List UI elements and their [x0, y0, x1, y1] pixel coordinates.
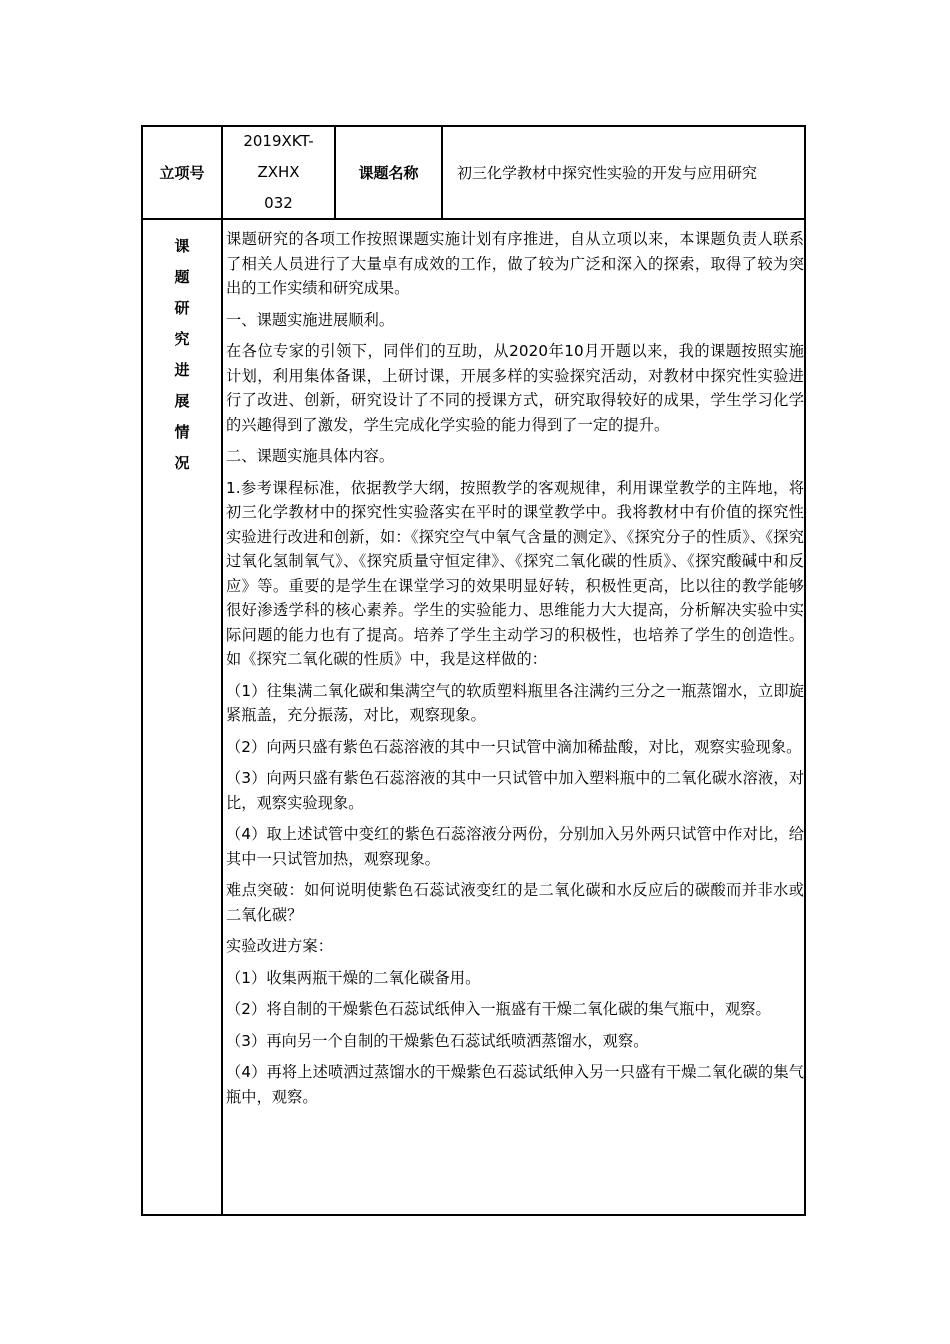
improvement-step: （3）再向另一个自制的干燥紫色石蕊试纸喷洒蒸馏水，观察。 [226, 1031, 649, 1050]
progress-row [143, 220, 804, 1214]
project-no-label: 立项号 [159, 164, 205, 182]
progress-label-char: 研 [174, 299, 190, 317]
progress-label-cell [143, 220, 223, 1214]
progress-label-char: 究 [174, 330, 190, 348]
section-2-paragraph: 1.参考课程标准，依据教学大纲，按照教学的客观规律，利用课堂教学的主阵地，将初三化学教材中的探究性实验落实在平时的课堂教学中。我将教材中有价值的探究性实验进行改进和创新，如：《探究空气中氧气含量的测定》、《探究分子的性质》、《探究过氧化氢制氧气》、《探究质量守恒定律》、《探究二氧化碳的性质》、《探究酸碱中和反应》等。重要的是学生在课堂学习的效果明显好转，积极性更高，比以往的教学能够很好渗透学科的核心素养。学生的实验能力、思维能力大大提高，分析解决实验中实际问题的能力也有了提高。培养了学生主动学习的积极性，也培养了学生的创造性。如《探究二氧化碳的性质》中，我是这样做的： [226, 478, 804, 668]
section-heading-1: 一、课题实施进展顺利。 [226, 310, 395, 329]
project-no-value-cell [223, 127, 336, 218]
project-no-value [243, 126, 313, 219]
topic-name-label-cell [336, 127, 443, 218]
experiment-step: （1）往集满二氧化碳和集满空气的软质塑料瓶里各注满约三分之一瓶蒸馏水，立即旋紧瓶盖，充分振荡，对比，观察现象。 [226, 681, 804, 724]
progress-label-char: 况 [174, 454, 190, 472]
improvement-step: （4）再将上述喷洒过蒸馏水的干燥紫色石蕊试纸伸入另一只盛有干燥二氧化碳的集气瓶中，观察。 [226, 1063, 804, 1106]
header-row [143, 127, 804, 220]
progress-label-char: 展 [174, 392, 190, 410]
project-no-label-cell [143, 127, 223, 218]
difficulty-paragraph: 难点突破：如何说明使紫色石蕊试液变红的是二氧化碳和水反应后的碳酸而并非水或二氧化碳？ [226, 881, 804, 924]
project-no-line: ZXHX [257, 163, 300, 181]
project-no-line: 2019XKT- [243, 132, 314, 150]
experiment-step: （3）向两只盛有紫色石蕊溶液的其中一只试管中加入塑料瓶中的二氧化碳水溶液，对比，观察实验现象。 [226, 769, 804, 812]
progress-content [223, 220, 804, 1214]
improvement-step: （2）将自制的干燥紫色石蕊试纸伸入一瓶盛有干燥二氧化碳的集气瓶中，观察。 [226, 1000, 771, 1018]
progress-label-char: 进 [174, 361, 190, 379]
project-no-line: 032 [264, 194, 293, 212]
topic-name-value: 初三化学教材中探究性实验的开发与应用研究 [457, 164, 758, 182]
progress-label [143, 231, 221, 479]
project-form-table [141, 125, 806, 1216]
progress-label-char: 课 [174, 237, 190, 255]
improvement-heading: 实验改进方案： [226, 937, 334, 955]
experiment-step: （2）向两只盛有紫色石蕊溶液的其中一只试管中滴加稀盐酸，对比，观察实验现象。 [226, 737, 802, 756]
progress-label-char: 情 [174, 423, 190, 441]
topic-name-label: 课题名称 [358, 164, 419, 182]
topic-name-value-cell [443, 127, 804, 218]
intro-paragraph: 课题研究的各项工作按照课题实施计划有序推进，自从立项以来，本课题负责人联系了相关人员进行了大量卓有成效的工作，做了较为广泛和深入的探索，取得了较为突出的工作实绩和研究成果。 [226, 230, 804, 297]
section-heading-2: 二、课题实施具体内容。 [226, 447, 395, 465]
improvement-step: （1）收集两瓶干燥的二氧化碳备用。 [226, 968, 481, 987]
experiment-step: （4）取上述试管中变红的紫色石蕊溶液分两份，分别加入另外两只试管中作对比，给其中一只试管加热，观察现象。 [226, 825, 804, 868]
section-1-paragraph: 在各位专家的引领下，同伴们的互助，从2020年10月开题以来，我的课题按照实施计划，利用集体备课，上研讨课，开展多样的实验探究活动，对教材中探究性实验进行了改进、创新，研究设计了不同的授课方式，研究取得较好的成果，学生学习化学的兴趣得到了激发，学生完成化学实验的能力得到了一定的提升。 [226, 342, 804, 434]
progress-label-char: 题 [174, 268, 190, 286]
